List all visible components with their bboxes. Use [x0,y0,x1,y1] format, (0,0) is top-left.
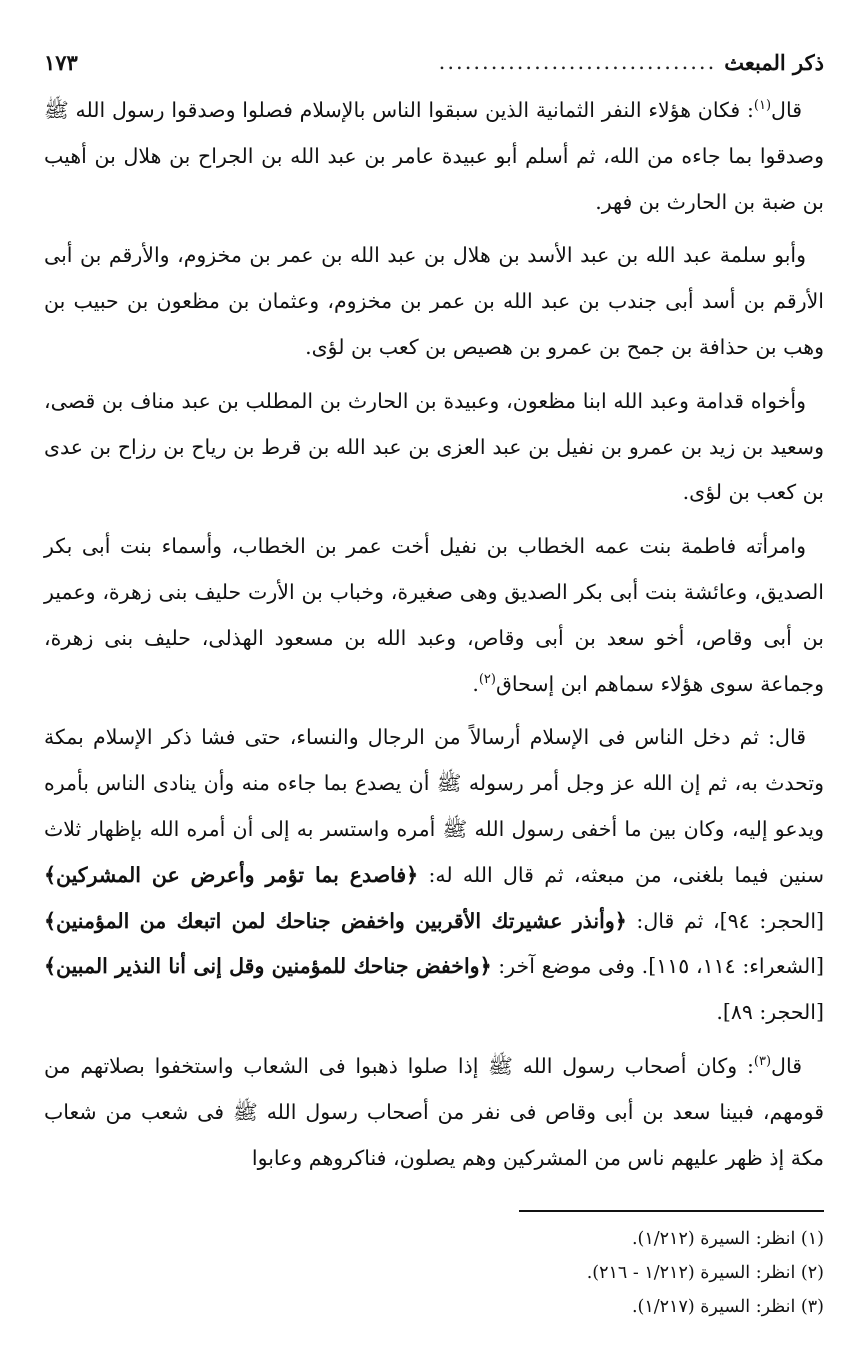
paragraph-6 [44,1044,824,1181]
quran-quote-1: ﴿فاصدع بما تؤمر وأعرض عن المشركين﴾ [44,862,419,887]
paragraph-3 [44,379,824,516]
quran-reference-2: [الشعراء: ١١٤، ١١٥]. وفى موضع آخر: [491,954,825,979]
paragraph-4 [44,524,824,707]
footnotes [44,1222,824,1324]
paragraph-text: وامرأته فاطمة بنت عمه الخطاب بن نفيل أخت عمر بن الخطاب، وأسماء بنت أبى بكر الصديق، وعائشة بنت أبى بكر الصديق وهى صغيرة، وخباب بن الأرت حليف بنى زهرة، وعمير بن أبى وقاص، أخو سعد بن أبى وقاص، وعبد الله بن مسعود الهذلى، حليف بنى زهرة، وجماعة سوى هؤلاء سماهم ابن إسحاق [44,534,824,696]
quran-reference-3: [الحجر: ٨٩]. [716,1000,824,1025]
quran-reference-1: [الحجر: ٩٤]، ثم قال: [626,908,825,933]
footnote-1: (١) انظر: السيرة (١/٢١٢). [631,1229,824,1249]
paragraph-5 [44,715,824,1036]
paragraph-tail: . [472,671,479,696]
paragraph-text: : وكان أصحاب رسول الله ﷺ إذا صلوا ذهبوا فى الشعاب واستخفوا بصلاتهم من قومهم، فبينا سعد بن أبى وقاص فى نفر من أصحاب رسول الله ﷺ فى شعب من شعاب مكة إذ ظهر عليهم ناس من المشركين وهم يصلون، فناكروهم وعابوا [44,1053,824,1170]
paragraph-lead: قال [771,98,802,122]
paragraph-text: : فكان هؤلاء النفر الثمانية الذين سبقوا الناس بالإسلام فصلوا وصدقوا رسول الله ﷺ وصدقوا بما جاءه من الله، ثم أسلم أبو عبيدة عامر بن عبد الله بن الجراح بن هلال بن أهيب بن ضبة بن الحارث بن فهر. [44,98,824,214]
paragraph-text: وأخواه قدامة وعبد الله ابنا مظعون، وعبيدة بن الحارث بن المطلب بن عبد مناف بن قصى، وسعيد بن زيد بن عمرو بن نفيل بن عبد العزى بن عبد الله بن قرط بن رياح بن رزاح بن عدى بن كعب بن لؤى. [44,388,824,505]
paragraph-text: وأبو سلمة عبد الله بن عبد الأسد بن هلال بن عبد الله بن عمر بن مخزوم، والأرقم بن أبى الأرقم بن أسد أبى جندب بن عبد الله بن عمر بن مخزوم، وعثمان بن مظعون بن حبيب بن وهب بن حذافة بن جمح بن عمرو بن هصيص بن كعب بن لؤى. [44,243,824,359]
chapter-title: ذكر المبعث [724,49,824,75]
paragraph-2 [44,233,824,370]
paragraph-1 [44,88,824,225]
quran-quote-3: ﴿واخفض جناحك للمؤمنين وقل إنى أنا النذير المبين﴾ [44,954,492,979]
header-leader-dots: ................................ [438,50,717,74]
main-text [44,88,824,1189]
footnote-separator [519,1210,824,1212]
footnote-ref-2[interactable]: (٢) [478,671,496,687]
quran-quote-2: ﴿وأنذر عشيرتك الأقربين واخفض جناحك لمن اتبعك من المؤمنين﴾ [44,908,627,933]
running-header [44,44,824,80]
footnote-ref-1[interactable]: (١) [753,98,772,114]
footnote-2: (٢) انظر: السيرة (١/٢١٢ - ٢١٦). [586,1263,824,1283]
paragraph-text: قال: ثم دخل الناس فى الإسلام أرسالاً من الرجال والنساء، حتى فشا ذكر الإسلام بمكة وتحدث به، ثم إن الله عز وجل أمر رسوله ﷺ أن يصدع بما جاءه منه وأن ينادى الناس بأمره ويدعو إليه، وكان بين ما أخفى رسول الله ﷺ أمره واستسر به إلى أن أمره الله بإظهار ثلاث سنين فيما بلغنى، من مبعثه، ثم قال الله له: [44,725,825,887]
footnote-3: (٣) انظر: السيرة (١/٢١٧). [631,1297,824,1317]
footnote-ref-3[interactable]: (٣) [753,1054,772,1070]
paragraph-lead: قال [771,1053,802,1078]
page-number: ١٧٣ [44,49,78,75]
book-page [44,0,824,1367]
